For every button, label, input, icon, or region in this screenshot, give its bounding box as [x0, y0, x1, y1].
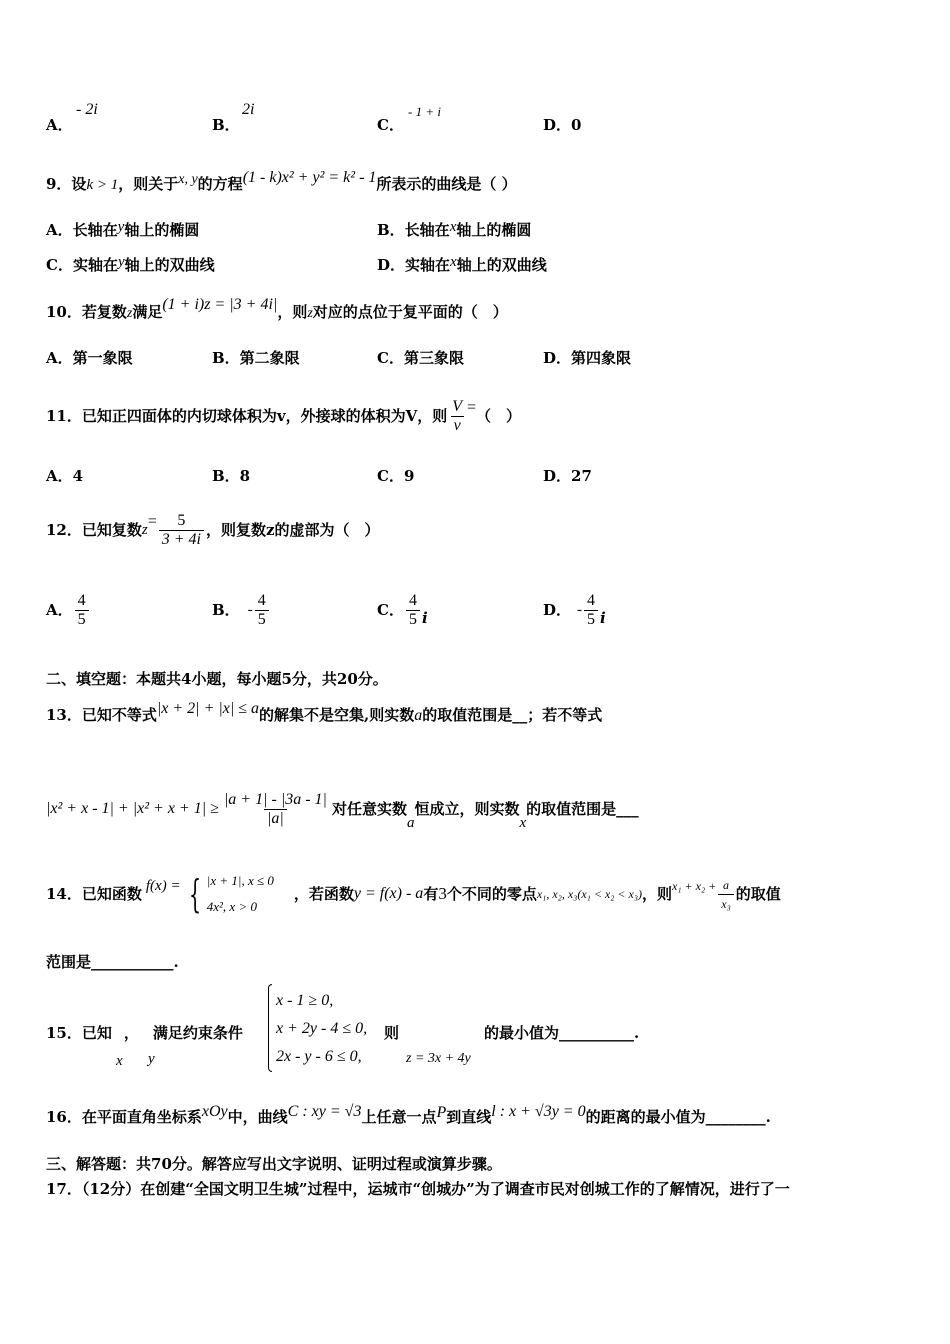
q16-text: 16．在平面直角坐标系 [46, 1108, 202, 1126]
q11-fraction [449, 399, 465, 434]
q10-var2: z [307, 306, 313, 321]
q14-fraction [718, 877, 734, 912]
q15-comma: ， [123, 1024, 139, 1042]
option-text: 轴上的椭圆 [456, 221, 532, 239]
constraint-2: x + 2y - 4 ≤ 0, [276, 1020, 368, 1037]
q14-zeros: x₁, x₂, x₃(x₁ < x₂ < x₃) [536, 887, 643, 901]
question-16 [46, 1103, 771, 1127]
q15-then: 则 [384, 1024, 400, 1042]
q14-text: 14．已知函数 [46, 885, 142, 903]
q10-number: 10．若复数 [46, 303, 127, 321]
q11-option-c: C．9 [377, 467, 415, 485]
q9-equation: (1 - k)x² + y² = k² - 1 [242, 169, 377, 186]
q8-option-d [543, 116, 581, 134]
q11-tail: （ ） [476, 407, 522, 425]
constraint-1: x - 1 ≥ 0, [276, 992, 334, 1009]
q16-curve: C : xy = √3 [287, 1103, 362, 1120]
q8-option-b [212, 116, 240, 134]
q15-tail: 的最小值为__________. [484, 1024, 640, 1042]
q16-point: P [436, 1104, 447, 1121]
fraction-denominator: |a| [264, 809, 287, 827]
q13-text6: 的取值范围是___ [526, 800, 639, 818]
q10-option-c: C．第三象限 [377, 349, 464, 367]
q13-lhs: |x² + x - 1| + |x² + x + 1| ≥ [46, 800, 219, 817]
case-2: 4x², x > 0 [206, 899, 257, 914]
q15-objective: z = 3x + 4y [406, 1051, 471, 1066]
q11-equals: = [467, 399, 477, 416]
q14-line2: 范围是___________. [46, 953, 179, 971]
section-3-heading: 三、解答题：共70分。解答应写出文字说明、证明过程或演算步骤。 [46, 1155, 502, 1173]
q9-text2: 的方程 [197, 175, 243, 193]
option-sign: - [247, 602, 253, 618]
question-10 [46, 296, 508, 323]
q13-text2: 的解集不是空集,则实数 [259, 706, 415, 724]
fraction-denominator: 5 [75, 610, 89, 628]
q12-var: z [141, 522, 148, 538]
q14-text6: 的取值 [735, 885, 781, 903]
section-2-heading: 二、填空题：本题共4小题，每小题5分，共20分。 [46, 670, 388, 688]
q13-text: 13．已知不等式 [46, 706, 157, 724]
q15-var-y: y [148, 1051, 155, 1067]
q15-var-x: x [116, 1053, 123, 1069]
q12-text: 12．已知复数 [46, 521, 142, 539]
left-brace-icon: { [188, 872, 201, 916]
q8-option-c-math: - 1 + i [408, 104, 441, 119]
q14-piecewise [183, 868, 274, 920]
option-var: x [449, 219, 457, 235]
option-fraction [255, 593, 269, 628]
fraction-denominator: v [451, 416, 464, 434]
q8-option-a [46, 116, 73, 134]
q13-text3: 的取值范围是__；若不等式 [422, 706, 603, 724]
q11-option-b: B．8 [212, 467, 251, 485]
q12-option-d [543, 585, 606, 635]
option-label: B．长轴在 [377, 221, 450, 239]
option-fraction [584, 593, 598, 628]
option-label: C． [377, 116, 404, 134]
q9-option-d [377, 256, 547, 275]
q9-vars: x, y [178, 172, 198, 187]
q16-line: l : x + √3y = 0 [491, 1103, 586, 1120]
option-label: B． [212, 116, 240, 134]
q9-number: 9．设 [46, 175, 87, 193]
fraction-numerator: 4 [408, 591, 417, 609]
fraction-denominator: 3 + 4i [159, 530, 204, 548]
q10-text2: ，则 [277, 303, 308, 321]
q10-option-d: D．第四象限 [543, 349, 632, 367]
q13-fraction [221, 792, 330, 827]
fraction-numerator: 5 [177, 511, 186, 529]
q12-option-a [46, 585, 91, 635]
q12-equals: = [147, 513, 157, 530]
option-label: D． [543, 601, 572, 619]
option-label: C．实轴在 [46, 256, 118, 274]
question-17: 17．（12分）在创建“全国文明卫生城”过程中，运城市“创城办”为了调查市民对创城工作的了解情况，进行了一 [46, 1180, 790, 1198]
fraction-numerator: |a + 1| - |3a - 1| [223, 790, 327, 808]
q14-gx: y = f(x) - a [353, 885, 424, 902]
q11-option-a: A．4 [46, 467, 84, 485]
q14-expression: x₁ + x₂ + [672, 879, 717, 893]
question-12 [46, 500, 380, 560]
q15-constraints [276, 987, 367, 1071]
option-label: D． [543, 116, 572, 134]
fraction-denominator: 5 [255, 610, 269, 628]
q16-text5: 的距离的最小值为________. [585, 1108, 771, 1126]
fraction-numerator: 4 [257, 591, 266, 609]
fraction-denominator: x₃ [718, 894, 734, 912]
question-9 [46, 169, 517, 195]
q13-inequality: |x + 2| + |x| ≤ a [156, 700, 260, 717]
option-var: x [450, 254, 457, 270]
fraction-numerator: 4 [587, 591, 596, 609]
option-label: B． [212, 601, 240, 619]
q9-condition: k > 1 [86, 177, 119, 193]
q12-option-b [212, 585, 271, 635]
option-text: 轴上的双曲线 [124, 256, 215, 274]
option-var: y [117, 219, 125, 235]
fraction-numerator: V [452, 397, 463, 415]
q8-option-c [377, 116, 404, 134]
q14-text4: 个不同的零点 [446, 885, 537, 903]
q13-var2: a [406, 815, 415, 831]
fraction-denominator: 5 [584, 610, 598, 628]
option-fraction [406, 593, 420, 628]
question-15 [46, 1024, 243, 1042]
option-sign: - [577, 602, 583, 618]
q13-text5: 恒成立，则实数 [414, 800, 520, 818]
option-label: D．实轴在 [377, 256, 451, 274]
option-text: 轴上的双曲线 [456, 256, 547, 274]
q13-text4: 对任意实数 [331, 800, 407, 818]
option-imag-unit: i [421, 609, 428, 627]
q10-tail: 对应的点位于复平面的（ ） [312, 303, 508, 321]
q16-text3: 上任意一点 [361, 1108, 437, 1126]
q9-option-a [46, 221, 199, 240]
q14-text2: ，若函数 [293, 885, 354, 903]
q10-option-b: B．第二象限 [212, 349, 300, 367]
question-13-line1 [46, 700, 603, 725]
q9-option-b [377, 221, 531, 240]
q13-var: a [414, 707, 423, 724]
q16-system: xOy [201, 1103, 228, 1120]
constraint-brace-icon [268, 984, 272, 1072]
q15-text2: 满足约束条件 [152, 1024, 243, 1042]
q14-count: 3 [438, 884, 447, 903]
q8-option-b-math: 2i [242, 101, 255, 118]
option-text: 轴上的椭圆 [124, 221, 200, 239]
q10-var: z [126, 306, 133, 321]
q10-equation: (1 + i)z = |3 + 4i| [162, 296, 278, 313]
q10-text: 满足 [132, 303, 163, 321]
option-label: A． [46, 601, 73, 619]
option-var: y [117, 254, 125, 270]
question-14 [46, 862, 781, 926]
q9-tail: 所表示的曲线是（ ） [376, 175, 517, 193]
q13-var3: x [519, 815, 527, 831]
q10-option-a: A．第一象限 [46, 349, 133, 367]
constraint-3: 2x - y - 6 ≤ 0, [276, 1048, 362, 1065]
q15-text: 15．已知 [46, 1024, 112, 1042]
q11-text: 11．已知正四面体的内切球体积为v，外接球的体积为V，则 [46, 407, 448, 425]
q14-text3: 有 [423, 885, 439, 903]
option-text: 0 [571, 116, 582, 134]
q11-option-d: D．27 [543, 467, 592, 485]
fraction-numerator: 4 [77, 591, 86, 609]
piecewise-cases [207, 868, 274, 920]
case-1: |x + 1|, x ≤ 0 [206, 873, 274, 888]
q16-text4: 到直线 [446, 1108, 492, 1126]
q16-text2: 中，曲线 [227, 1108, 288, 1126]
fraction-denominator: 5 [406, 610, 420, 628]
q9-text: ，则关于 [118, 175, 179, 193]
option-label: C． [377, 601, 404, 619]
q12-tail: ，则复数z的虚部为（ ） [206, 521, 380, 539]
q14-function: f(x) = [145, 878, 181, 894]
option-imag-unit: i [600, 609, 606, 627]
q14-text5: ，则 [642, 885, 673, 903]
q12-option-c [377, 585, 428, 635]
option-label: A． [46, 116, 73, 134]
question-13-line2 [46, 776, 639, 842]
question-11 [46, 386, 521, 446]
q12-fraction [159, 513, 204, 548]
option-fraction [75, 593, 89, 628]
q8-option-a-math: - 2i [76, 101, 98, 118]
q9-option-c [46, 256, 215, 275]
fraction-numerator: a [723, 877, 729, 892]
option-label: A．长轴在 [46, 221, 118, 239]
